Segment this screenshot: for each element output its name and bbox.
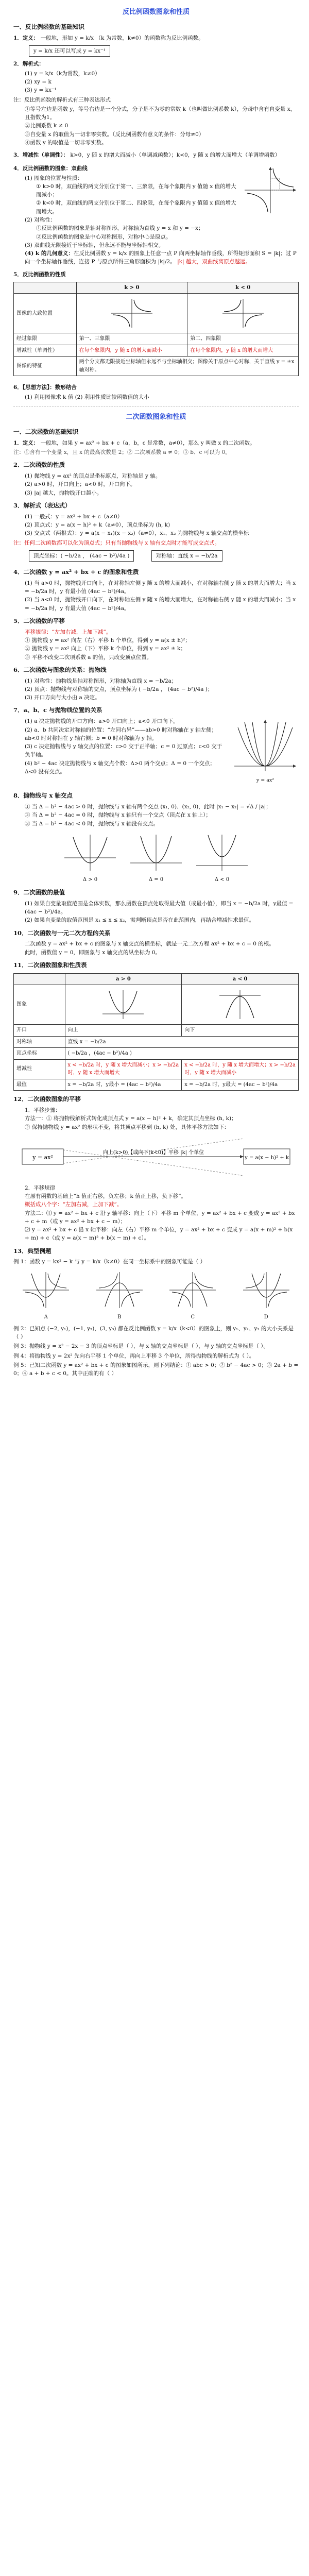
row-label: 经过象限 — [14, 333, 77, 345]
choice-graph-icon — [241, 1269, 292, 1311]
col-a-neg: a < 0 — [182, 973, 299, 985]
list-item: (2) 如果自变量的取值范围是 x₁ ≤ x ≤ x₂，需判断顶点是否在此范围内，再结合增减性求最值。 — [25, 917, 255, 924]
section-heading: 10．二次函数与一元二次方程的关系 — [13, 929, 111, 937]
formula-item: (2) 顶点式：y = a(x − h)² + k（a≠0），顶点坐标为 (h, k) — [25, 522, 170, 529]
hyperbola-k-pos-icon — [109, 297, 155, 330]
note: 注：反比例函数的解析式有三种表达形式 — [13, 96, 111, 103]
list-item: (2) a>0 时，开口向上；a<0 时，开口向下。 — [25, 481, 136, 488]
list-item: (1) 当 a>0 时，抛物线开口向上，在对称轴左侧 y 随 x 的增大而减小，在对称轴右侧 y 随 x 的增大而增大；当 x = −b/2a 时，y 有最小值 (4ac − b²)/4a。 — [25, 580, 296, 595]
method-text: (1) 利用图像求 k 值 (2) 利用性质比较函数值的大小 — [25, 394, 149, 400]
list-item: 方法二：⑴ y = ax² + bx + c 沿 y 轴平移：向上（下）平移 m 个单位，y = ax² + bx + c 变成 y = ax² + bx + c + m（或 y = ax² + bx + c − m）； — [25, 1210, 295, 1225]
hyperbola-figure — [242, 164, 299, 216]
graph-item: (2) 对称性： — [25, 217, 56, 223]
choice-label: A — [44, 1314, 48, 1320]
row-label: 开口 — [14, 1025, 65, 1037]
table-cell: 向上 — [65, 1025, 182, 1037]
table-cell: 第一、三象限 — [76, 333, 187, 345]
choice-figures — [13, 1269, 299, 1321]
choice-figure — [167, 1269, 218, 1321]
table-cell: 向下 — [182, 1025, 299, 1037]
formula-item: (3) 交点式（两根式）：y = a(x − x₁)(x − x₂)（a≠0），x₁、x₂ 为抛物线与 x 轴交点的横坐标 — [25, 530, 249, 537]
list-item: ③ 平移不改变二次项系数 a 的值，只改变顶点位置。 — [25, 654, 152, 660]
note-item: ①等号左边是函数 y，等号右边是一个分式，分子是不为零的常数 k（也叫做比例系数 k），分母中含有自变量 x，且指数为1。 — [25, 106, 296, 121]
parabola-two-roots-icon — [62, 832, 118, 873]
list-item: ② 当 Δ = b² − 4ac = 0 时，抛物线与 x 轴只有一个交点（顶点在 x 轴上）； — [25, 812, 211, 819]
section-heading: 6．二次函数与图象的关系：抛物线 — [13, 666, 107, 673]
doc-title-quadratic: 二次函数图象和性质 — [126, 413, 186, 421]
graph-item: (1) 图象的位置与性质： — [25, 175, 83, 181]
list-item: 在原有函数的基础上“h 值正右移，负左移；k 值正上移，负下移”。 — [25, 1193, 187, 1200]
note: 注：①含有一个变量 x，且 x 的最高次数是 2；② 二次项系数 a ≠ 0；③ b、c 可以为 0。 — [13, 449, 231, 456]
formula-label: 2．解析式： — [13, 61, 44, 67]
choice-label: C — [191, 1314, 195, 1320]
axis-formula: 对称轴：直线 x = −b/2a — [151, 550, 222, 562]
table-cell: ( −b/2a ，(4ac − b²)/4a ) — [65, 1048, 298, 1060]
table-cell: 直线 x = −b/2a — [65, 1036, 298, 1048]
choice-graph-icon — [94, 1269, 145, 1311]
table-cell: x < −b/2a 时，y 随 x 增大而减小；x > −b/2a 时，y 随 x 增大而增大 — [65, 1059, 182, 1079]
k-meaning: (4) k 的几何意义：在反比例函数 y = k/x 的图象上任意一点 P 向两坐标轴作垂线，所得矩形面积 S = |k|；过 P 向一个坐标轴作垂线，连接 P 与原点所得三角形面积为 |k|/2。 |k| 越大，双曲线离原点越远。 — [25, 250, 297, 265]
row-label: 顶点坐标 — [14, 1048, 65, 1060]
box-left-label: y = ax² — [32, 1154, 53, 1161]
figure — [62, 832, 118, 884]
section-heading: 13．典型例题 — [13, 1247, 52, 1255]
monotonicity-text: k>0，y 随 x 的增大而减小（单调减函数）；k<0，y 随 x 的增大而增大（单调增函数） — [70, 152, 281, 159]
row-label: 图象 — [14, 985, 65, 1025]
formula-box: y = k/x 还可以写成 y = kx⁻¹ — [29, 45, 110, 57]
formula-list — [13, 70, 299, 95]
section-heading: 11．二次函数图象和性质表 — [13, 961, 87, 969]
definition-text: 一般地，如果 y = ax² + bx + c（a，b，c 是常数，a≠0），那么 y 叫做 x 的二次函数。 — [40, 439, 255, 446]
list-item: (4) b² − 4ac 决定抛物线与 x 轴交点个数：Δ>0 两个交点；Δ = 0 一个交点；Δ<0 没有交点。 — [25, 760, 215, 775]
table-cell: 在每个象限内，y 随 x 的增大而增大 — [187, 345, 299, 357]
list-item: ② 抛物线 y = ax² 向上（下）平移 k 个单位，得到 y = ax² ± k； — [25, 646, 186, 652]
list-item: 概括成八个字：“左加右减，上加下减”。 — [25, 1201, 123, 1208]
row-label: 最值 — [14, 1079, 65, 1091]
hyperbola-k-neg-icon — [220, 297, 266, 330]
list-item: ② 保持抛物线 y = ax² 的形状不变，将其顶点平移到 (h, k) 处，具体平移方法如下： — [25, 1124, 230, 1130]
list-item: 2．平移规律 — [25, 1184, 56, 1191]
table-cell: x = −b/2a 时，y最小 = (4ac − b²)/4a — [65, 1079, 182, 1091]
list-item: (1) 对称性：抛物线是轴对称图形，对称轴为直线 x = −b/2a； — [25, 677, 177, 684]
definition — [13, 34, 299, 42]
section-heading: 5．二次函数的平移 — [13, 617, 65, 624]
list-item: ③ 当 Δ = b² − 4ac < 0 时，抛物线与 x 轴没有交点。 — [25, 820, 159, 827]
vertex-formula: 顶点坐标：( −b/2a ， (4ac − b²)/4a ) — [29, 550, 134, 562]
section-heading: 4．二次函数 y = ax² + bx + c 的图象和性质 — [13, 568, 139, 576]
section-heading: 一、二次函数的基础知识 — [13, 428, 79, 436]
graph-item: (3) 双曲线无限接近于坐标轴，但永远不能与坐标轴相交。 — [25, 242, 164, 248]
graph-subitem: ②反比例函数的图象是中心对称图形，对称中心是原点。 — [36, 233, 171, 240]
table-cell: 两个分支都无限接近坐标轴但永远不与坐标轴相交；图像关于原点中心对称，关于直线 y = ±x 轴对称。 — [76, 357, 298, 376]
list-item: (2) 顶点：抛物线与对称轴的交点，顶点坐标为 ( −b/2a ， (4ac − b²)/4a )； — [25, 686, 213, 692]
box-right-label: y = a(x − h)² + k — [245, 1155, 289, 1161]
list-item: (1) a 决定抛物线的开口方向：a>0 开口向上；a<0 开口向下。 — [25, 718, 179, 725]
choice-graph-icon — [20, 1269, 72, 1311]
list-item: 此时，函数值 y = 0，即图象与 x 轴交点的纵坐标为 0。 — [25, 949, 161, 956]
list-item: 方法一：① 将抛物线解析式转化成顶点式 y = a(x − h)² + k，确定其顶点坐标 (h, k)； — [25, 1115, 237, 1122]
choice-label: D — [264, 1314, 268, 1320]
list-item: (3) c 决定抛物线与 y 轴交点的位置：c>0 交于正半轴；c = 0 过原点；c<0 交于负半轴。 — [25, 743, 222, 758]
graph-label: 4．反比例函数的图象：双曲线 — [13, 165, 88, 172]
figure — [194, 832, 250, 884]
col-a-pos: a > 0 — [65, 973, 182, 985]
table-cell: 第二、四象限 — [187, 333, 299, 345]
list-item: (1) 抛物线 y = ax² 的顶点是坐标原点，对称轴是 y 轴。 — [25, 473, 161, 480]
row-label: 增减性 — [14, 1059, 65, 1079]
list-item: (1) 如果自变量取值范围是全体实数，那么函数在顶点处取得最大值（或最小值），即当 x = −b/2a 时，y最值 = (4ac − b²)/4a。 — [25, 900, 294, 915]
monotonicity-label: 3．增减性（单调性）： — [13, 152, 69, 159]
formula-item: (3) y = kx⁻¹ — [25, 87, 57, 94]
table-cell: x < −b/2a 时，y 随 x 增大而增大；x > −b/2a 时，y 随 x 增大而减小 — [182, 1059, 299, 1079]
table-cell: 在每个象限内，y 随 x 的增大而减小 — [76, 345, 187, 357]
col-k-pos: k > 0 — [76, 282, 187, 294]
graph-subitem: ①反比例函数的图象是轴对称图形，对称轴为直线 y = x 和 y = −x； — [36, 225, 204, 232]
col-k-neg: k < 0 — [187, 282, 299, 294]
list-item: ① 当 Δ = b² − 4ac > 0 时，抛物线与 x 轴有两个交点 (x₁, 0)、(x₂, 0)，此时 |x₁ − x₂| = √Δ / |a|； — [25, 804, 271, 810]
list-item: ⑵ y = ax² + bx + c 沿 x 轴平移：向左（右）平移 m 个单位，y = ax² + bx + c 变成 y = a(x + m)² + b(x + m) + c（或 y = a(x − m)² + b(x − m) + c）。 — [25, 1227, 293, 1242]
list-item: (3) |a| 越大，抛物线开口越小。 — [25, 489, 102, 496]
row-label: 图像的特征 — [14, 357, 77, 376]
translation-diagram — [17, 1134, 295, 1181]
list-item: 1．平移步骤： — [25, 1107, 61, 1113]
list-item: 二次函数 y = ax² + bx + c 的图象与 x 轴交点的横坐标，就是一元二次方程 ax² + bx + c = 0 的根。 — [25, 941, 274, 947]
highlight-text: |k| 越大，双曲线离原点越远。 — [177, 259, 251, 265]
definition-label: 1．定义： — [13, 439, 39, 446]
definition-label: 1．定义： — [13, 35, 39, 41]
section-heading: 9．二次函数的最值 — [13, 888, 65, 896]
parabola-no-root-icon — [194, 832, 250, 873]
parabola-up-icon — [100, 988, 146, 1021]
formula-item: (1) 一般式：y = ax² + bx + c（a≠0） — [25, 513, 123, 520]
row-label: 增减性（单调性） — [14, 345, 77, 357]
list-item: (3) 开口方向与大小由 a 决定。 — [25, 694, 100, 701]
parabola-one-root-icon — [128, 832, 184, 873]
note-item: ②比例系数 k ≠ 0 — [25, 123, 68, 129]
figure-caption: Δ = 0 — [148, 877, 164, 883]
inverse-property-table — [13, 282, 299, 377]
note-list — [13, 105, 299, 147]
note-item: ④函数 y 的取值是一切非零实数。 — [25, 139, 107, 146]
definition-text: 一般地，形如 y = k/x （k 为常数，k≠0）的函数称为反比例函数。 — [40, 35, 204, 41]
section-heading: 2．二次函数的性质 — [13, 461, 65, 469]
list-item: ① 抛物线 y = ax² 向左（右）平移 h 个单位，得到 y = a(x ± h)²； — [25, 637, 191, 644]
choice-figure — [94, 1269, 145, 1321]
table-cell: x = −b/2a 时，y最大 = (4ac − b²)/4a — [182, 1079, 299, 1091]
example: 例 3：抛物线 y = x² − 2x − 3 的顶点坐标是（ ），与 x 轴的交点坐标是（ ），与 y 轴的交点坐标是（ ）。 — [13, 1343, 269, 1350]
section-heading: 12．二次函数图象的平移 — [13, 1095, 81, 1103]
section-heading: 7．a、b、c 与抛物线位置的关系 — [13, 706, 102, 714]
section-heading: 一、反比例函数的基础知识 — [13, 23, 84, 31]
choice-figure — [241, 1269, 292, 1321]
list-item: (2) a、b 共同决定对称轴的位置：“左同右异”——ab>0 时对称轴在 y 轴左侧；ab<0 时对称轴在 y 轴右侧；b = 0 时对称轴为 y 轴。 — [25, 726, 217, 741]
parabola-family-figure — [232, 717, 299, 784]
highlight-note: 注：任何二次函数都可以化为顶点式；只有当抛物线与 x 轴有交点时才能写成交点式。 — [13, 539, 220, 546]
example: 例 1：函数 y = kx² − k 与 y = k/x（k≠0）在同一坐标系中的图象可能是（ ） — [13, 1259, 206, 1265]
figure-caption: Δ > 0 — [82, 877, 98, 883]
section-heading: 8．抛物线与 x 轴交点 — [13, 792, 73, 800]
section-heading: 3．解析式（表达式） — [13, 501, 71, 509]
formula-item: (1) y = k/x（k为常数，k≠0） — [25, 70, 100, 77]
choice-figure — [20, 1269, 72, 1321]
monotonicity — [13, 151, 299, 159]
formula-item: (2) xy = k — [25, 79, 52, 86]
figure — [128, 832, 184, 884]
method-label: 6．【思想方法】：数形结合 — [13, 384, 77, 391]
quadratic-property-table — [13, 973, 299, 1091]
choice-label: B — [117, 1314, 122, 1320]
discriminant-figures — [13, 832, 299, 884]
box-mid-label: 向上(k>0)【或向下(k<0)】平移 |k| 个单位 — [102, 1149, 204, 1156]
example: 例 2：已知点 (−2, y₁)，(−1, y₂)，(3, y₃) 都在反比例函数 y = k/x（k<0）的图象上，则 y₁、y₂、y₃ 的大小关系是（ ） — [13, 1325, 294, 1340]
list-item: (2) 当 a<0 时，抛物线开口向下，在对称轴左侧 y 随 x 的增大而增大，在对称轴右侧 y 随 x 的增大而减小；当 x = −b/2a 时，y 有最大值 (4ac − b²)/4a。 — [25, 597, 296, 612]
graph-subitem: ② k<0 时，双曲线的两支分别位于第二、四象限，在每个象限内 y 值随 x 值的增大而增大。 — [36, 200, 236, 215]
row-label: 对称轴 — [14, 1036, 65, 1048]
figure-caption: y = ax² — [256, 777, 274, 783]
list-item: 平移规律：“左加右减，上加下减”。 — [25, 629, 112, 635]
table-heading: 5．反比例函数的性质 — [13, 271, 66, 278]
graph-section — [13, 164, 299, 266]
doc-title-inverse: 反比例函数图象和性质 — [122, 8, 190, 16]
figure-caption: Δ < 0 — [214, 877, 230, 883]
parabola-icon — [232, 717, 299, 774]
example: 例 4：将抛物线 y = 2x² 先向右平移 1 个单位，再向上平移 3 个单位，所得抛物线的解析式为（ ）。 — [13, 1352, 255, 1359]
graph-subitem: ① k>0 时，双曲线的两支分别位于第一、三象限，在每个象限内 y 值随 x 值的增大而减小； — [36, 183, 236, 198]
note-item: ③自变量 x 的取值为一切非零实数。（反比例函数有意义的条件：分母≠0） — [25, 131, 204, 138]
example: 例 5：已知二次函数 y = ax² + bx + c 的图象如图所示，则下列结论：① abc > 0；② b² − 4ac > 0；③ 2a + b = 0；④ a + b + c < 0。其中正确的有（ ） — [13, 1362, 299, 1377]
choice-graph-icon — [167, 1269, 218, 1311]
row-label: 图像的大致位置 — [14, 294, 77, 333]
parabola-down-icon — [217, 988, 263, 1021]
